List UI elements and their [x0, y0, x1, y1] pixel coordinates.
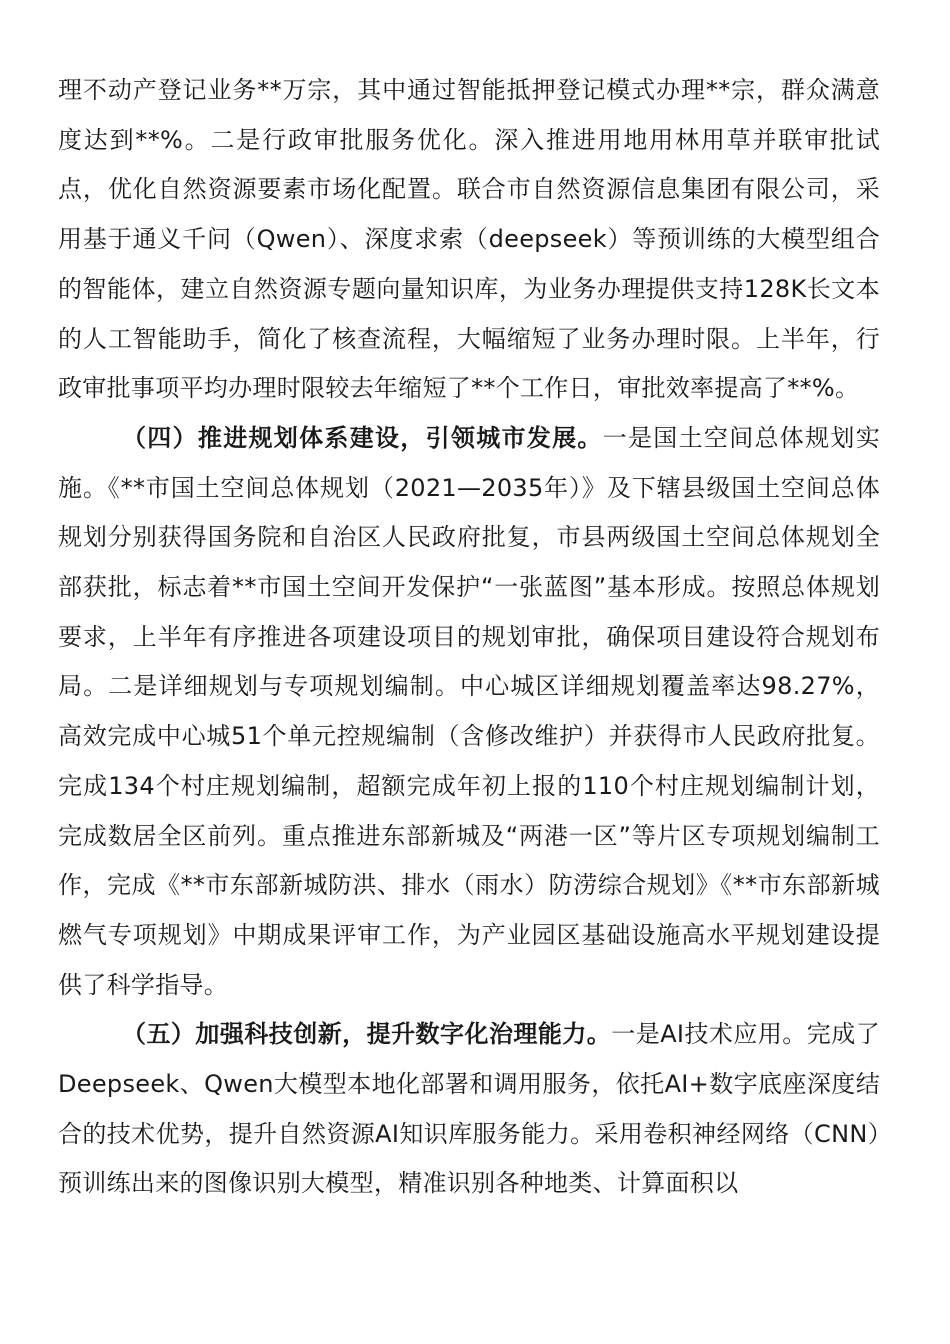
section-heading-four: （四）推进规划体系建设，引领城市发展。: [122, 423, 603, 452]
document-body: [58, 66, 880, 1209]
section-heading-five: （五）加强科技创新，提升数字化治理能力。: [122, 1020, 612, 1049]
paragraph-continuation: [58, 66, 880, 414]
paragraph-body: 一是国土空间总体规划实施。《**市国土空间总体规划（2021—2035年）》及下辖县级国土空间总体规划分别获得国务院和自治区人民政府批复，市县两级国土空间总体规划全部获批，标志着**市国土空间开发保护“一张蓝图”基本形成。按照总体规划要求，上半年有序推进各项建设项目的规划审批，确保项目建设符合规划布局。二是详细规划与专项规划编制。中心城区详细规划覆盖率达98.27%，高效完成中心城51个单元控规编制（含修改维护）并获得市人民政府批复。完成134个村庄规划编制，超额完成年初上报的110个村庄规划编制计划，完成数居全区前列。重点推进东部新城及“两港一区”等片区专项规划编制工作，完成《**市东部新城防洪、排水（雨水）防涝综合规划》《**市东部新城燃气专项规划》中期成果评审工作，为产业园区基础设施高水平规划建设提供了科学指导。: [58, 423, 880, 999]
paragraph-body: 一是AI技术应用。完成了Deepseek、Qwen大模型本地化部署和调用服务，依托AI+数字底座深度结合的技术优势，提升自然资源AI知识库服务能力。采用卷积神经网络（CNN）预训练出来的图像识别大模型，精准识别各种地类、计算面积以: [58, 1020, 880, 1198]
paragraph-planning-system: [58, 414, 880, 1010]
paragraph-body: 理不动产登记业务**万宗，其中通过智能抵押登记模式办理**宗，群众满意度达到**%。二是行政审批服务优化。深入推进用地用林用草并联审批试点，优化自然资源要素市场化配置。联合市自然资源信息集团有限公司，采用基于通义千问（Qwen）、深度求索（deepseek）等预训练的大模型组合的智能体，建立自然资源专题向量知识库，为业务办理提供支持128K长文本的人工智能助手，简化了核查流程，大幅缩短了业务办理时限。上半年，行政审批事项平均办理时限较去年缩短了**个工作日，审批效率提高了**%。: [58, 76, 880, 403]
paragraph-tech-innovation: [58, 1010, 880, 1209]
